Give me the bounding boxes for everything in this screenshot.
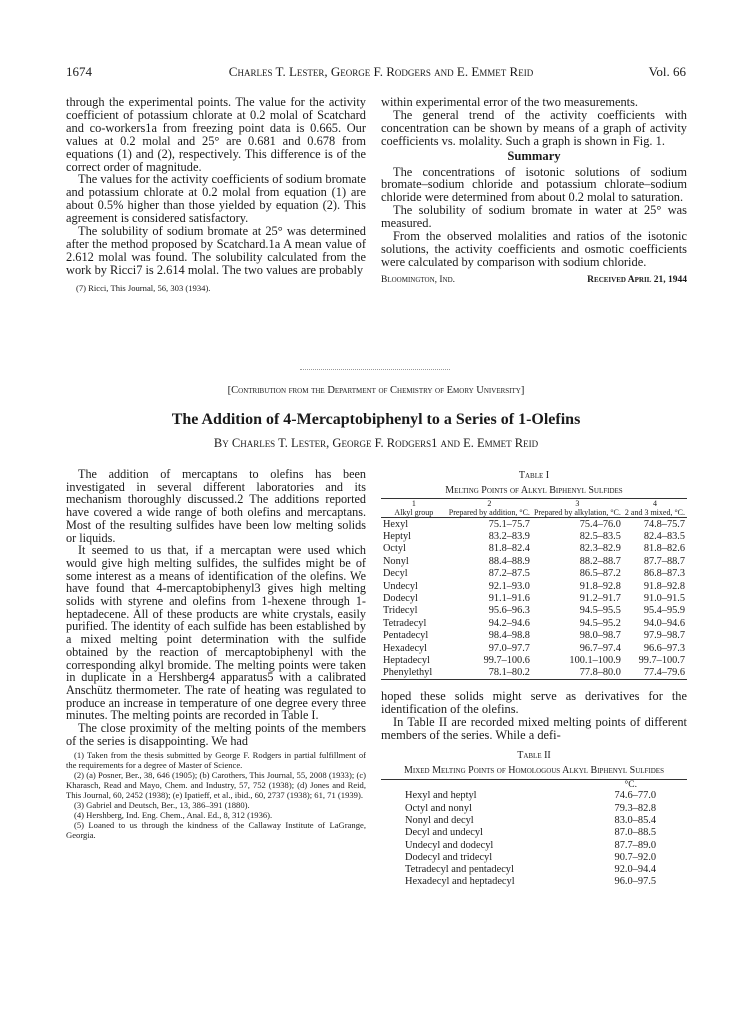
table-cell: 87.7–89.0: [614, 839, 657, 851]
table-cell: 100.1–100.9: [569, 654, 621, 666]
row-label: Heptyl: [383, 531, 412, 543]
table1-label: Table I: [518, 470, 550, 481]
table-cell: 96.6–97.3: [643, 642, 685, 654]
footnote: (5) Loaned to us through the kindness of the Callaway Institute of LaGrange, Georgia.: [66, 820, 366, 841]
article-left-column: [66, 468, 366, 840]
table-cell: 99.7–100.7: [638, 654, 685, 666]
table-header-labels: [381, 508, 687, 518]
signature-line: [381, 274, 687, 287]
table-cell: 83.0–85.4: [614, 814, 657, 826]
table-cell: 81.8–82.4: [488, 543, 530, 555]
table-row: [381, 568, 687, 580]
table-row: [381, 851, 687, 863]
table-cell: 96.7–97.4: [579, 642, 621, 654]
row-label: Undecyl and dodecyl: [405, 839, 494, 851]
table1-caption: Melting Points of Alkyl Biphenyl Sulfides: [445, 485, 623, 496]
contribution-line: [Contribution from the Department of Chemistry of Emory University]: [227, 385, 525, 396]
footnote: (3) Gabriel and Deutsch, Ber., 13, 386–391 (1880).: [74, 800, 250, 811]
running-head: [66, 64, 686, 80]
footnote: (7) Ricci, This Journal, 56, 303 (1934).: [76, 282, 211, 293]
table-cell: 95.6–96.3: [488, 605, 530, 617]
table-row: [381, 555, 687, 567]
row-label: Heptadecyl: [383, 654, 430, 666]
row-label: Decyl and undecyl: [405, 827, 483, 839]
row-label: Dodecyl and tridecyl: [405, 851, 493, 863]
table-cell: 94.5–95.5: [579, 605, 621, 617]
table-cell: 81.8–82.6: [643, 543, 685, 555]
table-cell: 75.4–76.0: [579, 518, 621, 530]
table-cell: 82.4–83.5: [643, 531, 685, 543]
table2: [381, 790, 687, 888]
table-cell: 83.2–83.9: [488, 531, 530, 543]
table-cell: 95.4–95.9: [643, 605, 685, 617]
prev-article-right-column: [381, 96, 687, 287]
table1: [381, 498, 687, 680]
footnote: (2) (a) Posner, Ber., 38, 646 (1905); (b) Carothers, This Journal, 55, 2008 (1933); (c) Kharasch, Read and Mayo, Chem. and Industry, 57, 752 (1938); (d) Jones and Reid, This Journal, 60, 2452 (1938); (e) Ipatieff, et al., ibid., 60, 2737 (1938); 61, 71 (1939).: [66, 770, 366, 801]
table-row: [381, 605, 687, 617]
running-authors: Charles T. Lester, George F. Rodgers and E. Emmet Reid: [228, 64, 534, 79]
table-cell: 97.9–98.7: [643, 630, 685, 642]
paragraph: The close proximity of the melting points of the members of the series is disappointing. We had: [66, 721, 366, 748]
row-label: Tridecyl: [383, 605, 418, 617]
table-cell: 94.2–94.6: [488, 617, 530, 629]
table-cell: 91.2–91.7: [579, 593, 621, 605]
page-number: 1674: [66, 64, 92, 79]
col-header: Prepared by addition, °C.: [448, 508, 530, 517]
table-cell: 74.8–75.7: [643, 518, 685, 530]
table-cell: 75.1–75.7: [488, 518, 530, 530]
table-row: [381, 530, 687, 542]
table-cell: 82.3–82.9: [579, 543, 621, 555]
summary-heading: Summary: [507, 148, 561, 163]
table-row: [381, 839, 687, 851]
row-label: Decyl: [383, 568, 408, 580]
table-cell: 88.2–88.7: [579, 555, 621, 567]
table-cell: 91.8–92.8: [643, 580, 685, 592]
row-label: Phenylethyl: [383, 667, 433, 679]
paragraph: It seemed to us that, if a mercaptan were used which would give high melting sulfides, the sulfides might be of some interest as a means of identification of the olefins. We have found that 4-mercaptobiphenyl3 gives high melting solids with styrene and olefins from 1-hexene through 1-heptadecene. All of these products are white crystals, easily purified. The identity of each sulfide has been established by a mixed melting point determination with the sulfide obtained by the reaction of mercaptobiphenyl with the corresponding alkyl bromide. The melting points were taken in duplicate in a Hershberg4 apparatus5 with a calibrated Anschütz thermometer. The rate of heating was regulated to produce an increase in temperature of one degree every three minutes. The melting points are recorded in Table I.: [66, 543, 366, 723]
table-row: [381, 667, 687, 680]
table-cell: 77.8–80.0: [579, 667, 621, 679]
row-label: Hexadecyl: [383, 642, 428, 654]
place: Bloomington, Ind.: [381, 274, 456, 285]
paragraph: through the experimental points. The value for the activity coefficient of potassium chlorate at 0.2 molal of Scatchard and co-workers1a from freezing point data is 0.665. Our values at 0.2 molal and 25° are 0.681 and 0.678 from equations (1) and (2), respectively. This difference is of the correct order of magnitude.: [66, 95, 366, 174]
table2-caption: Mixed Melting Points of Homologous Alkyl Biphenyl Sulfides: [404, 764, 664, 776]
row-label: Pentadecyl: [383, 630, 429, 642]
table-cell: 74.6–77.0: [614, 790, 657, 802]
table-row: [381, 580, 687, 592]
table-row: [381, 876, 687, 888]
col-number: 3: [575, 499, 580, 508]
row-label: Hexyl and heptyl: [405, 790, 477, 802]
row-label: Tetradecyl and pentadecyl: [405, 864, 514, 876]
col-number: 4: [652, 499, 657, 508]
table-cell: 87.0–88.5: [614, 827, 657, 839]
table-cell: 77.4–79.6: [643, 667, 685, 679]
table-row: [381, 814, 687, 826]
row-label: Undecyl: [383, 580, 418, 592]
table-row: [381, 790, 687, 802]
paragraph: hoped these solids might serve as derivatives for the identification of the olefins.: [381, 689, 687, 716]
table-row: [381, 592, 687, 604]
table-cell: 91.1–91.6: [488, 593, 530, 605]
table-cell: 87.7–88.7: [643, 555, 685, 567]
table-cell: 99.7–100.6: [483, 654, 530, 666]
table-cell: 91.8–92.8: [579, 580, 621, 592]
table2-label: Table II: [517, 749, 551, 761]
volume-label: Vol. 66: [648, 64, 686, 79]
row-label: Dodecyl: [383, 593, 418, 605]
table-cell: 92.0–94.4: [614, 864, 657, 876]
paragraph: The solubility of sodium bromate in water at 25° was measured.: [381, 203, 687, 231]
col-number: 2: [487, 499, 492, 508]
table-cell: 91.0–91.5: [643, 593, 685, 605]
table-cell: 86.8–87.3: [643, 568, 685, 580]
table-cell: 96.0–97.5: [614, 876, 657, 888]
paragraph: The general trend of the activity coefficients with concentration can be shown by means of a graph of activity coefficients vs. molality. Such a graph is shown in Fig. 1.: [381, 107, 687, 148]
table-cell: 92.1–93.0: [488, 580, 530, 592]
table-row: [381, 802, 687, 814]
table-row: [381, 654, 687, 666]
prev-article-left-column: [66, 96, 366, 293]
table-cell: 97.0–97.7: [488, 642, 530, 654]
col-header: Alkyl group: [394, 508, 434, 517]
row-label: Hexadecyl and heptadecyl: [405, 876, 515, 888]
paragraph: The solubility of sodium bromate at 25° was determined after the method proposed by Scatchard.1a A mean value of 2.612 molal was found. The solubility calculated from the work by Ricci7 is 2.614 molal. The two values are probably: [66, 224, 366, 277]
col-header: Prepared by alkylation, °C.: [533, 508, 621, 517]
table-cell: 79.3–82.8: [614, 802, 657, 814]
table-row: [381, 863, 687, 875]
table-cell: 86.5–87.2: [579, 568, 621, 580]
table-cell: 78.1–80.2: [488, 667, 530, 679]
footnote: (4) Hershberg, Ind. Eng. Chem., Anal. Ed., 8, 312 (1936).: [74, 810, 273, 821]
table-cell: 94.5–95.2: [579, 617, 621, 629]
paragraph: The values for the activity coefficients of sodium bromate and potassium chlorate at 0.2 molal from equation (1) are about 0.5% higher than those yielded by equation (2). This agreement is considered satisfactory.: [66, 172, 366, 226]
paragraph: In Table II are recorded mixed melting points of different members of the series. While a defi-: [381, 714, 687, 742]
received-date: Received April 21, 1944: [587, 274, 687, 285]
table-cell: 82.5–83.5: [579, 531, 621, 543]
table-cell: 87.2–87.5: [488, 568, 530, 580]
table-cell: 88.4–88.9: [488, 555, 530, 567]
table-cell: 94.0–94.6: [643, 617, 685, 629]
col-header: 2 and 3 mixed, °C.: [624, 508, 685, 517]
row-label: Nonyl: [383, 555, 409, 567]
paragraph: within experimental error of the two measurements.: [381, 95, 639, 109]
footnote: (1) Taken from the thesis submitted by George F. Rodgers in partial fulfillment of the requirements for a degree of Master of Science.: [66, 750, 366, 771]
article-right-column: [381, 470, 687, 888]
table-cell: 98.4–98.8: [488, 630, 530, 642]
article-title: The Addition of 4-Mercaptobiphenyl to a Series of 1-Olefins: [171, 411, 581, 428]
table2-unit: °C.: [381, 779, 687, 790]
col-number: 1: [411, 499, 416, 508]
table-cell: 90.7–92.0: [614, 851, 657, 863]
byline: By Charles T. Lester, George F. Rodgers1 and E. Emmet Reid: [213, 436, 539, 450]
table-row: [381, 642, 687, 654]
table-row: [381, 518, 687, 531]
table-cell: 98.0–98.7: [579, 630, 621, 642]
table-row: [381, 543, 687, 555]
row-label: Nonyl and decyl: [405, 814, 474, 826]
footnotes: [66, 750, 366, 840]
paragraph: From the observed molalities and ratios of the isotonic solutions, the activity coefficients and osmotic coefficients were calculated by comparison with sodium chloride.: [381, 229, 687, 269]
table-header-numbers: [381, 499, 687, 509]
table-row: [381, 827, 687, 839]
row-label: Octyl: [383, 543, 406, 555]
paragraph: The addition of mercaptans to olefins has been investigated in several different laboratories and its mechanism thoroughly discussed.2 The additions reported have covered a wide range of both olefins and mercaptans. Most of the resulting sulfides have been low melting solids or liquids.: [66, 467, 366, 545]
row-label: Hexyl: [383, 518, 409, 530]
row-label: Octyl and nonyl: [405, 802, 472, 814]
table-row: [381, 630, 687, 642]
table-row: [381, 617, 687, 629]
article-right-text: [381, 690, 687, 742]
paragraph: The concentrations of isotonic solutions of sodium bromate–sodium chloride and potassium chlorate–sodium chloride were determined from about 0.2 molal to saturation.: [381, 164, 687, 205]
section-divider: [300, 369, 450, 370]
row-label: Tetradecyl: [383, 617, 427, 629]
